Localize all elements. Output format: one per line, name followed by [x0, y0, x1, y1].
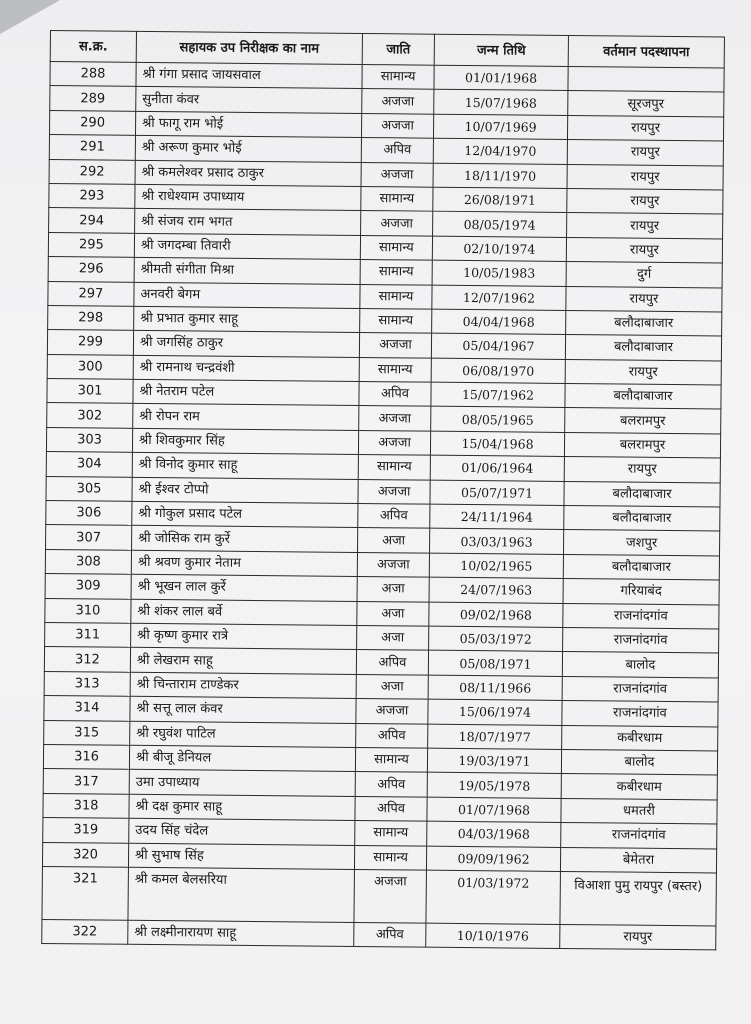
name-cell: श्री सुभाष सिंह [128, 843, 354, 870]
serial-cell: 318 [43, 793, 129, 818]
dob-cell: 10/05/1983 [432, 260, 566, 286]
header-posting: वर्तमान पदस्थापना [568, 35, 724, 67]
serial-cell: 292 [49, 159, 135, 184]
category-cell: अपिव [358, 504, 430, 529]
dob-cell: 06/08/1970 [431, 358, 565, 384]
category-cell: अजजा [358, 479, 430, 504]
dob-cell: 24/11/1964 [430, 504, 564, 530]
posting-cell: गरियाबंद [563, 579, 719, 605]
posting-cell: रायपुर [567, 188, 723, 214]
dob-cell: 08/11/1966 [428, 675, 562, 701]
name-cell: श्री कमल बेलसरिया [128, 867, 354, 922]
serial-cell: 299 [47, 330, 133, 355]
dob-cell: 12/04/1970 [433, 138, 567, 164]
posting-cell: रायपुर [567, 164, 723, 190]
category-cell: अपिव [361, 138, 433, 163]
serial-cell: 315 [44, 720, 130, 745]
category-cell: अजजा [359, 333, 431, 358]
name-cell: श्री प्रभात कुमार साहू [134, 306, 360, 333]
category-cell: अजा [356, 674, 428, 699]
serial-cell: 313 [44, 671, 130, 696]
category-cell: अपिव [354, 922, 426, 947]
name-cell: श्री श्रवण कुमार नेताम [131, 550, 357, 577]
officer-list-table [41, 30, 725, 951]
name-cell: अनवरी बेगम [134, 282, 360, 309]
posting-cell: रायपुर [566, 237, 722, 263]
category-cell: अजजा [354, 869, 427, 923]
posting-cell: राजनांदगांव [563, 603, 719, 629]
category-cell: अजजा [358, 430, 430, 455]
category-cell: अपिव [355, 796, 427, 821]
posting-cell: रायपुर [567, 115, 723, 141]
serial-cell: 294 [49, 208, 135, 233]
category-cell: अजा [358, 528, 430, 553]
name-cell: श्री जोसिक राम कुर्रे [132, 526, 358, 553]
category-cell: अपिव [355, 772, 427, 797]
serial-cell: 314 [44, 696, 130, 721]
posting-cell: रायपुर [564, 457, 720, 483]
name-cell: श्री गंगा प्रसाद जायसवाल [136, 62, 362, 89]
header-name: सहायक उप निरीक्षक का नाम [136, 31, 362, 64]
serial-cell: 301 [47, 379, 133, 404]
category-cell: सामान्य [360, 284, 432, 309]
name-cell: श्री नेतराम पटेल [133, 379, 359, 406]
name-cell: श्री लेखराम साहू [130, 648, 356, 675]
name-cell: उदय सिंह चंदेल [129, 818, 355, 845]
dob-cell: 15/07/1968 [434, 90, 568, 116]
posting-cell: धमतरी [561, 798, 717, 824]
serial-cell: 297 [48, 281, 134, 306]
name-cell: श्रीमती संगीता मिश्रा [134, 257, 360, 284]
category-cell: सामान्य [355, 821, 427, 846]
serial-cell: 305 [46, 476, 132, 501]
table-body [42, 62, 724, 951]
serial-cell: 320 [42, 842, 128, 867]
posting-cell: सूरजपुर [568, 91, 724, 117]
header-dob: जन्म तिथि [434, 34, 568, 66]
posting-cell: बलौदाबाजार [565, 384, 721, 410]
posting-cell: राजनांदगांव [562, 676, 718, 702]
posting-cell: जशपुर [563, 530, 719, 556]
dob-cell: 15/07/1962 [431, 382, 565, 408]
dob-cell: 05/03/1972 [429, 626, 563, 652]
category-cell: अजजा [357, 552, 429, 577]
dob-cell: 08/05/1965 [431, 407, 565, 433]
name-cell: श्री संजय राम भगत [135, 209, 361, 236]
posting-cell: बलरामपुर [565, 408, 721, 434]
posting-cell: राजनांदगांव [563, 627, 719, 653]
dob-cell: 15/04/1968 [430, 431, 564, 457]
dob-cell: 10/02/1965 [429, 553, 563, 579]
category-cell: अजजा [362, 89, 434, 114]
posting-cell: विआशा पुमु रायपुर (बस्तर) [560, 871, 717, 925]
header-category: जाति [362, 33, 434, 65]
category-cell: अजजा [361, 113, 433, 138]
posting-cell: रायपुर [567, 140, 723, 166]
table-row [42, 866, 716, 925]
category-cell: अजजा [356, 699, 428, 724]
category-cell: अजा [357, 625, 429, 650]
posting-cell: रायपुर [566, 286, 722, 312]
posting-cell: बेमेतरा [560, 847, 716, 873]
posting-cell: बलौदाबाजार [564, 505, 720, 531]
serial-cell: 289 [50, 86, 136, 111]
serial-cell: 290 [49, 110, 135, 135]
category-cell: सामान्य [359, 357, 431, 382]
category-cell: अजजा [361, 162, 433, 187]
name-cell: श्री शंकर लाल बर्वे [131, 599, 357, 626]
category-cell: सामान्य [354, 845, 426, 870]
dob-cell: 09/02/1968 [429, 602, 563, 628]
serial-cell: 309 [45, 574, 131, 599]
name-cell: श्री राधेश्याम उपाध्याय [135, 184, 361, 211]
category-cell: सामान्य [361, 186, 433, 211]
serial-cell: 296 [48, 257, 134, 282]
serial-cell: 298 [48, 305, 134, 330]
name-cell: श्री रोपन राम [133, 404, 359, 431]
category-cell: सामान्य [360, 260, 432, 285]
posting-cell: बालोद [562, 652, 718, 678]
serial-cell: 319 [43, 818, 129, 843]
posting-cell: बलरामपुर [564, 432, 720, 458]
dob-cell: 04/04/1968 [432, 309, 566, 335]
serial-cell: 306 [46, 501, 132, 526]
dob-cell: 26/08/1971 [433, 187, 567, 213]
dob-cell: 15/06/1974 [428, 699, 562, 725]
serial-cell: 293 [49, 183, 135, 208]
name-cell: श्री चिन्ताराम टाण्डेकर [130, 672, 356, 699]
posting-cell: राजनांदगांव [562, 701, 718, 727]
name-cell: सुनीता कंवर [136, 87, 362, 114]
category-cell: अजा [357, 601, 429, 626]
dob-cell: 01/06/1964 [430, 455, 564, 481]
dob-cell: 03/03/1963 [429, 529, 563, 555]
category-cell: अजा [357, 577, 429, 602]
dob-cell: 05/04/1967 [431, 333, 565, 359]
posting-cell: रायपुर [565, 359, 721, 385]
posting-cell: कबीरधाम [561, 774, 717, 800]
name-cell: श्री गोकुल प्रसाद पटेल [132, 501, 358, 528]
posting-cell: बलौदाबाजार [564, 481, 720, 507]
name-cell: श्री जगसिंह ठाकुर [133, 331, 359, 358]
dob-cell: 01/03/1972 [426, 870, 561, 924]
dob-cell: 05/08/1971 [428, 651, 562, 677]
serial-cell: 302 [47, 403, 133, 428]
name-cell: उमा उपाध्याय [129, 770, 355, 797]
category-cell: सामान्य [355, 747, 427, 772]
name-cell: श्री रामनाथ चन्द्रवंशी [133, 355, 359, 382]
category-cell: सामान्य [360, 235, 432, 260]
category-cell: अपिव [359, 382, 431, 407]
name-cell: श्री कमलेश्वर प्रसाद ठाकुर [135, 160, 361, 187]
dob-cell: 10/10/1976 [426, 923, 560, 949]
category-cell: सामान्य [360, 308, 432, 333]
serial-cell: 310 [45, 598, 131, 623]
serial-cell: 312 [44, 647, 130, 672]
posting-cell: राजनांदगांव [561, 823, 717, 849]
dob-cell: 19/03/1971 [427, 748, 561, 774]
posting-cell: बालोद [561, 749, 717, 775]
posting-cell: बलौदाबाजार [563, 554, 719, 580]
dob-cell: 18/07/1977 [428, 724, 562, 750]
name-cell: श्री जगदम्बा तिवारी [134, 233, 360, 260]
name-cell: श्री सत्तू लाल कंवर [130, 696, 356, 723]
name-cell: श्री भूखन लाल कुर्रे [131, 575, 357, 602]
posting-cell: बलौदाबाजार [566, 310, 722, 336]
name-cell: श्री रघुवंश पाटिल [130, 721, 356, 748]
dob-cell: 09/09/1962 [426, 846, 560, 872]
category-cell: सामान्य [362, 64, 434, 89]
dob-cell: 19/05/1978 [427, 772, 561, 798]
serial-cell: 304 [46, 452, 132, 477]
serial-cell: 300 [47, 354, 133, 379]
serial-cell: 291 [49, 135, 135, 160]
name-cell: श्री फागू राम भोई [135, 111, 361, 138]
dob-cell: 01/01/1968 [434, 65, 568, 91]
serial-cell: 317 [43, 769, 129, 794]
serial-cell: 303 [46, 427, 132, 452]
serial-cell: 316 [43, 744, 129, 769]
dob-cell: 01/07/1968 [427, 797, 561, 823]
dob-cell: 12/07/1962 [432, 285, 566, 311]
dob-cell: 05/07/1971 [430, 480, 564, 506]
posting-cell: बलौदाबाजार [565, 335, 721, 361]
name-cell: श्री लक्ष्मीनारायण साहू [128, 920, 354, 947]
name-cell: श्री दक्ष कुमार साहू [129, 794, 355, 821]
table-row [42, 919, 716, 950]
serial-cell: 322 [42, 919, 128, 944]
dob-cell: 02/10/1974 [432, 236, 566, 262]
dob-cell: 18/11/1970 [433, 163, 567, 189]
category-cell: अपिव [356, 650, 428, 675]
posting-cell: कबीरधाम [562, 725, 718, 751]
category-cell: अजजा [361, 211, 433, 236]
dob-cell: 04/03/1968 [427, 821, 561, 847]
posting-cell: रायपुर [560, 924, 716, 950]
serial-cell: 321 [42, 866, 129, 920]
dob-cell: 10/07/1969 [433, 114, 567, 140]
serial-cell: 307 [46, 525, 132, 550]
category-cell: अजजा [359, 406, 431, 431]
page-corner-shadow [0, 0, 60, 34]
name-cell: श्री कृष्ण कुमार रात्रे [131, 623, 357, 650]
dob-cell: 08/05/1974 [433, 212, 567, 238]
posting-cell: दुर्ग [566, 262, 722, 288]
category-cell: अपिव [356, 723, 428, 748]
posting-cell [568, 66, 724, 92]
serial-cell: 308 [45, 549, 131, 574]
name-cell: श्री बीजू डेनियल [129, 745, 355, 772]
serial-cell: 288 [50, 62, 136, 87]
name-cell: श्री अरूण कुमार भोई [135, 135, 361, 162]
dob-cell: 24/07/1963 [429, 577, 563, 603]
posting-cell: रायपुर [567, 213, 723, 239]
name-cell: श्री ईश्वर टोप्पो [132, 477, 358, 504]
serial-cell: 311 [45, 622, 131, 647]
name-cell: श्री विनोद कुमार साहू [132, 453, 358, 480]
serial-cell: 295 [48, 232, 134, 257]
name-cell: श्री शिवकुमार सिंह [132, 428, 358, 455]
header-serial: स.क्र. [50, 31, 136, 63]
category-cell: सामान्य [358, 455, 430, 480]
